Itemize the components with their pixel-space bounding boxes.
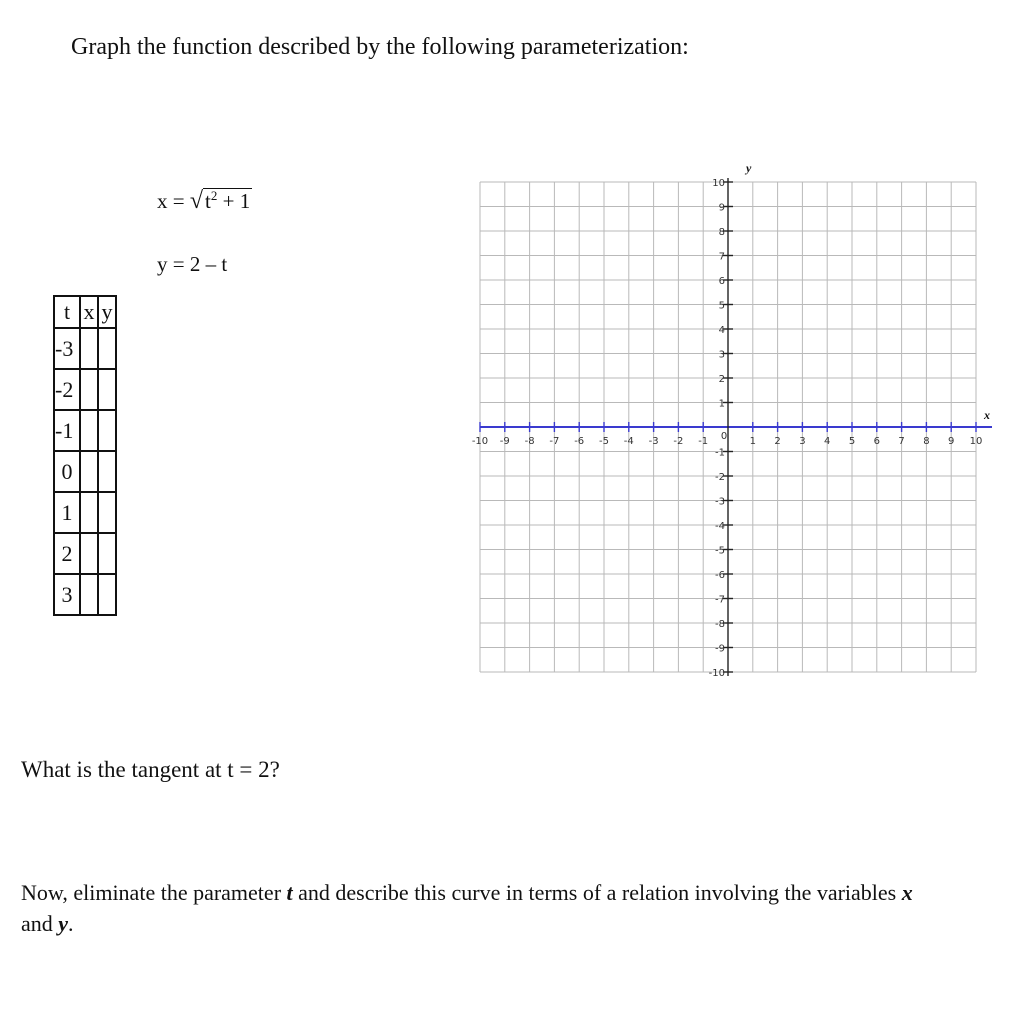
table-row <box>54 410 116 451</box>
coordinate-grid <box>460 160 1000 700</box>
x-tick-label: 9 <box>948 436 955 447</box>
cell-x[interactable] <box>80 451 98 492</box>
x-axis-label: x <box>984 408 990 422</box>
square-root <box>190 188 252 215</box>
x-tick-label: -2 <box>673 436 684 447</box>
cell-y[interactable] <box>98 451 116 492</box>
x-tick-label: 8 <box>923 436 930 447</box>
y-tick-label: 9 <box>718 202 725 214</box>
x-tick-label: -5 <box>599 436 609 447</box>
equation-x <box>157 188 252 215</box>
y-axis-label: y <box>746 161 752 175</box>
cell-x[interactable] <box>80 410 98 451</box>
y-tick-label: 4 <box>718 325 725 336</box>
y-tick-label: -7 <box>715 594 725 606</box>
x-tick-label: -10 <box>471 436 489 447</box>
equation-y: y = 2 – t <box>157 252 228 276</box>
problem-title: Graph the function described by the following parameterization: <box>71 34 689 60</box>
cell-t: -2 <box>54 369 80 410</box>
cell-t: 0 <box>54 451 80 492</box>
y-tick-label: -1 <box>715 447 725 459</box>
x-tick-label: 5 <box>848 436 856 447</box>
y-tick-label: -10 <box>708 668 725 679</box>
q2-part3: and <box>21 911 59 936</box>
radicand-rest: + 1 <box>217 189 251 213</box>
y-tick-label: 7 <box>718 251 725 263</box>
x-tick-label: 2 <box>774 436 781 447</box>
cell-y[interactable] <box>98 574 116 615</box>
radical-sign-icon: √ <box>189 188 204 214</box>
y-tick-label: 8 <box>718 227 725 238</box>
cell-t: 2 <box>54 533 80 574</box>
cell-y[interactable] <box>98 533 116 574</box>
cell-x[interactable] <box>80 492 98 533</box>
x-tick-label: 1 <box>749 436 756 447</box>
x-tick-label: 7 <box>898 436 905 447</box>
cell-t: -3 <box>54 328 80 369</box>
cell-y[interactable] <box>98 492 116 533</box>
y-tick-label: -8 <box>715 619 725 630</box>
x-tick-label: 10 <box>969 436 983 447</box>
x-tick-label: 6 <box>873 436 880 447</box>
y-tick-label: 1 <box>718 398 725 410</box>
y-tick-label: 2 <box>718 374 725 385</box>
table-row <box>54 451 116 492</box>
cell-x[interactable] <box>80 574 98 615</box>
x-tick-label: -7 <box>549 436 560 447</box>
cell-t: 3 <box>54 574 80 615</box>
table-row <box>54 574 116 615</box>
cell-y[interactable] <box>98 410 116 451</box>
header-y: y <box>98 296 116 328</box>
radicand-exponent: 2 <box>210 188 218 203</box>
y-tick-label: 5 <box>718 300 725 312</box>
radicand-base: t <box>205 189 211 213</box>
radicand <box>203 188 252 213</box>
q2-param: t <box>286 880 293 905</box>
header-x: x <box>80 296 98 328</box>
x-tick-label: -4 <box>623 436 634 447</box>
q2-part4: . <box>68 911 74 936</box>
table-row <box>54 492 116 533</box>
cell-y[interactable] <box>98 369 116 410</box>
eliminate-parameter-question <box>21 877 921 939</box>
y-tick-label: -2 <box>715 472 725 483</box>
cell-y[interactable] <box>98 328 116 369</box>
y-tick-label: 3 <box>718 349 725 361</box>
x-tick-label: 0 <box>720 431 728 442</box>
cell-x[interactable] <box>80 533 98 574</box>
table-row <box>54 533 116 574</box>
y-tick-label: -6 <box>715 570 725 581</box>
table-row <box>54 369 116 410</box>
equation-x-lhs: x = <box>157 189 190 213</box>
tangent-question: What is the tangent at t = 2? <box>21 757 280 782</box>
x-tick-label: -6 <box>574 436 585 447</box>
cell-x[interactable] <box>80 328 98 369</box>
x-tick-label: -1 <box>698 436 709 447</box>
x-tick-label: -3 <box>648 436 659 447</box>
y-tick-label: -9 <box>715 643 725 655</box>
value-table <box>53 295 117 616</box>
q2-var-x: x <box>901 880 913 905</box>
header-t: t <box>54 296 80 328</box>
q2-var-y: y <box>58 911 69 936</box>
cell-t: 1 <box>54 492 80 533</box>
table-header-row <box>54 296 116 328</box>
x-tick-label: -9 <box>499 436 510 447</box>
x-tick-label: 4 <box>824 436 831 447</box>
cell-t: -1 <box>54 410 80 451</box>
x-tick-label: 3 <box>799 436 806 447</box>
y-tick-label: 10 <box>712 178 725 189</box>
y-tick-label: -3 <box>715 496 725 508</box>
y-tick-label: -5 <box>715 545 725 557</box>
cell-x[interactable] <box>80 369 98 410</box>
x-tick-label: -8 <box>524 436 535 447</box>
table-row <box>54 328 116 369</box>
q2-part1: Now, eliminate the parameter <box>21 880 287 905</box>
y-tick-label: -4 <box>715 521 725 532</box>
q2-part2: and describe this curve in terms of a relation involving the variables <box>292 880 902 905</box>
y-tick-label: 6 <box>718 276 725 287</box>
